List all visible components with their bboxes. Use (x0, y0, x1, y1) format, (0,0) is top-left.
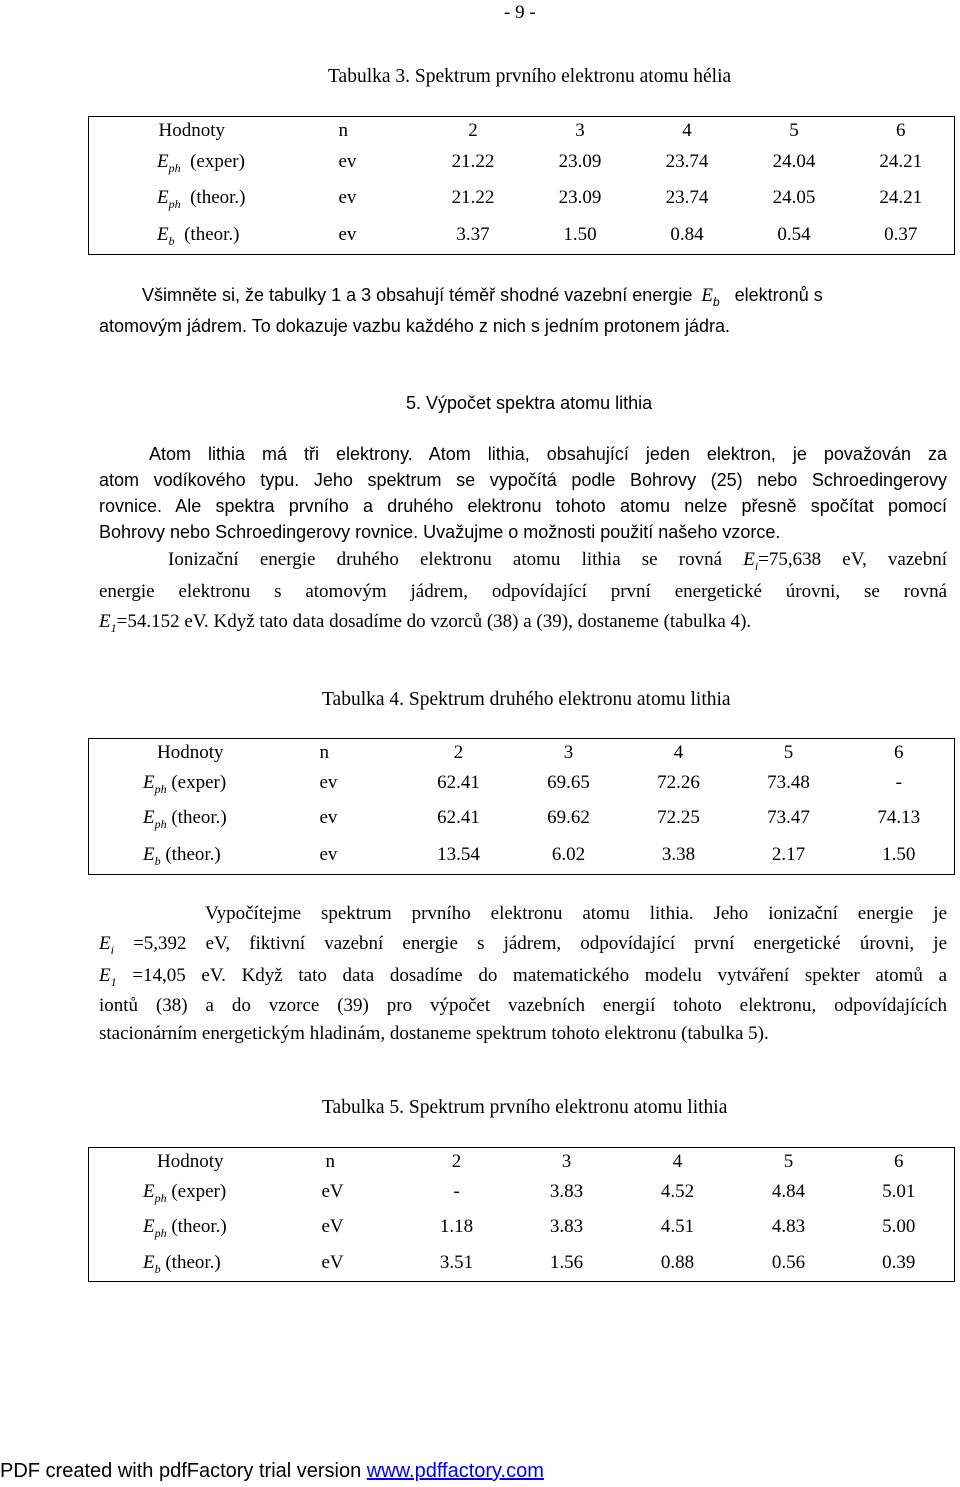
header-cell: 2 (451, 1150, 462, 1172)
value-cell: 1.56 (549, 1252, 584, 1274)
header-cell: n (319, 741, 329, 763)
table-row (89, 145, 955, 179)
value-cell: 3.51 (439, 1252, 474, 1274)
header-cell: 3 (563, 741, 574, 763)
header-cell: 3 (575, 119, 585, 141)
header-cell: 2 (468, 119, 478, 141)
table-row (89, 1176, 955, 1208)
value-cell: 24.05 (772, 186, 816, 208)
unit-cell: ev (338, 150, 357, 172)
header-cell: 6 (894, 741, 904, 763)
value-cell: 23.09 (558, 186, 602, 208)
value-cell: 4.84 (771, 1180, 806, 1202)
table-row (89, 837, 955, 875)
value-cell: 73.47 (767, 806, 810, 828)
value-cell: 1.18 (439, 1215, 474, 1237)
header-cell: 2 (453, 741, 464, 763)
table-header-row (89, 117, 955, 145)
pdffactory-link[interactable]: www.pdffactory.com (366, 1460, 544, 1482)
quantity-cell: $E_b$ (theor.) (143, 844, 221, 869)
table-row (89, 767, 955, 799)
quantity-cell: $E_{ph}$ (theor.) (143, 806, 227, 831)
value-cell: 62.41 (437, 771, 480, 793)
header-cell: Hodnoty (158, 119, 225, 141)
value-cell: 6.02 (551, 844, 586, 866)
value-cell: 4.51 (660, 1215, 695, 1237)
header-cell: 4 (682, 119, 692, 141)
value-cell: 24.21 (879, 150, 923, 172)
unit-cell: ev (338, 186, 357, 208)
value-cell: 4.83 (771, 1215, 806, 1237)
value-cell: 21.22 (451, 150, 495, 172)
value-cell: 0.37 (884, 224, 918, 246)
value-cell: 3.83 (549, 1180, 584, 1202)
value-cell: 62.41 (437, 806, 480, 828)
page-number: - 9 - (504, 2, 536, 23)
quantity-cell: $E_{ph}$ (theor.) (157, 186, 246, 211)
unit-cell: ev (319, 844, 338, 866)
table-row (89, 1246, 955, 1282)
value-cell: 21.22 (451, 186, 495, 208)
value-cell: 3.38 (661, 844, 696, 866)
quantity-cell: $E_b$ (theor.) (143, 1252, 221, 1277)
header-cell: 5 (783, 741, 794, 763)
unit-cell: ev (338, 224, 357, 246)
table-header-row (89, 739, 955, 767)
quantity-cell: $E_{ph}$ (exper) (157, 150, 245, 175)
table-row (89, 799, 955, 837)
value-cell: 2.17 (771, 844, 806, 866)
pdf-footer: PDF created with pdfFactory trial version www.pdffactory.com (0, 1460, 544, 1482)
value-cell: - (453, 1180, 460, 1202)
header-cell: n (338, 119, 348, 141)
table4-caption: Tabulka 4. Spektrum druhého elektronu atomu lithia (322, 689, 731, 710)
value-cell: 73.48 (767, 771, 810, 793)
header-cell: 5 (789, 119, 799, 141)
quantity-cell: $E_{ph}$ (theor.) (143, 1215, 227, 1240)
value-cell: 0.54 (777, 224, 811, 246)
unit-cell: ev (319, 771, 338, 793)
value-cell: 1.50 (563, 224, 597, 246)
header-cell: 6 (896, 119, 906, 141)
header-cell: Hodnoty (157, 1150, 224, 1172)
value-cell: 72.26 (657, 771, 700, 793)
value-cell: 5.00 (882, 1215, 916, 1237)
value-cell: 13.54 (437, 844, 480, 866)
unit-cell: ev (319, 806, 338, 828)
lithium-paragraph: Vypočítejme spektrum prvního elektronu atomu lithia. Jeho ionizační energie je $E_i =5,392$ eV, fiktivní vazební energie s jádrem, odpovídající první energetické úrovni, je $E_1 =14,05$ eV. Když tato data dosadíme do matematického modelu vytváření spekter atomů a iontů (38) a do vzorce (39) pro výpočet vazebních energií tohoto elektronu, odpovídajících stacionárním energetickým hladinám, dostaneme spektrum tohoto elektronu (tabulka 5). (99, 903, 948, 1044)
table4 (88, 738, 955, 875)
header-cell: 4 (672, 1150, 683, 1172)
value-cell: 69.65 (547, 771, 590, 793)
table3 (88, 116, 955, 255)
value-cell: 0.88 (660, 1252, 695, 1274)
value-cell: 1.50 (882, 844, 916, 866)
table5-caption: Tabulka 5. Spektrum prvního elektronu atomu lithia (322, 1097, 728, 1118)
value-cell: 0.84 (670, 224, 704, 246)
value-cell: 3.83 (549, 1215, 584, 1237)
header-cell: 6 (894, 1150, 904, 1172)
unit-cell: eV (321, 1252, 344, 1274)
section-paragraph: Atom lithia má tři elektrony. Atom lithia, obsahující jeden elektron, je považován za atom vodíkového typu. Jeho spektrum se vypočítá podle Bohrovy (25) nebo Schroedingerovy rovnice. Ale spektra prvního a druhého elektronu tohoto atomu nelze přesně spočítat pomocí Bohrovy nebo Schroedingerovy rovnice. Uvažujme o možnosti použití našeho vzorce. (99, 444, 947, 542)
value-cell: 0.39 (882, 1252, 916, 1274)
value-cell: 5.01 (882, 1180, 916, 1202)
value-cell: 23.09 (558, 150, 602, 172)
header-cell: 4 (673, 741, 684, 763)
table-row (89, 1208, 955, 1246)
note-line1: Všimněte si, že tabulky 1 a 3 obsahují téměř shodné vazební energie $E_b$ elektronů s (142, 285, 823, 309)
header-cell: 3 (561, 1150, 572, 1172)
value-cell: 23.74 (665, 150, 709, 172)
value-cell: 24.04 (772, 150, 816, 172)
value-cell: 69.62 (547, 806, 590, 828)
quantity-cell: $E_{ph}$ (exper) (143, 1180, 227, 1205)
table-header-row (89, 1148, 955, 1176)
table3-caption: Tabulka 3. Spektrum prvního elektronu atomu hélia (328, 66, 732, 87)
value-cell: 74.13 (877, 806, 921, 828)
header-cell: 5 (783, 1150, 794, 1172)
value-cell: 0.56 (771, 1252, 806, 1274)
unit-cell: eV (321, 1180, 344, 1202)
value-cell: 3.37 (456, 224, 490, 246)
table-row (89, 179, 955, 217)
note-line2: atomovým jádrem. To dokazuje vazbu každého z nich s jedním protonem jádra. (99, 316, 730, 336)
ionization-paragraph: Ionizační energie druhého elektronu atomu lithia se rovná $E_i=75,638$ eV, vazební energie elektronu s atomovým jádrem, odpovídající první energetické úrovni, se rovná $E_1=54.152$ eV. Když tato data dosadíme do vzorců (38) a (39), dostaneme (tabulka 4). (99, 549, 948, 635)
value-cell: 4.52 (660, 1180, 695, 1202)
value-cell: 23.74 (665, 186, 709, 208)
value-cell: 72.25 (657, 806, 700, 828)
quantity-cell: $E_b$ (theor.) (157, 224, 240, 249)
table5 (88, 1147, 955, 1282)
header-cell: n (325, 1150, 335, 1172)
quantity-cell: $E_{ph}$ (exper) (143, 771, 227, 796)
header-cell: Hodnoty (157, 741, 224, 763)
value-cell: 24.21 (879, 186, 923, 208)
value-cell: - (895, 771, 902, 793)
section-heading: 5. Výpočet spektra atomu lithia (406, 393, 653, 413)
table-row (89, 217, 955, 255)
unit-cell: eV (321, 1215, 344, 1237)
